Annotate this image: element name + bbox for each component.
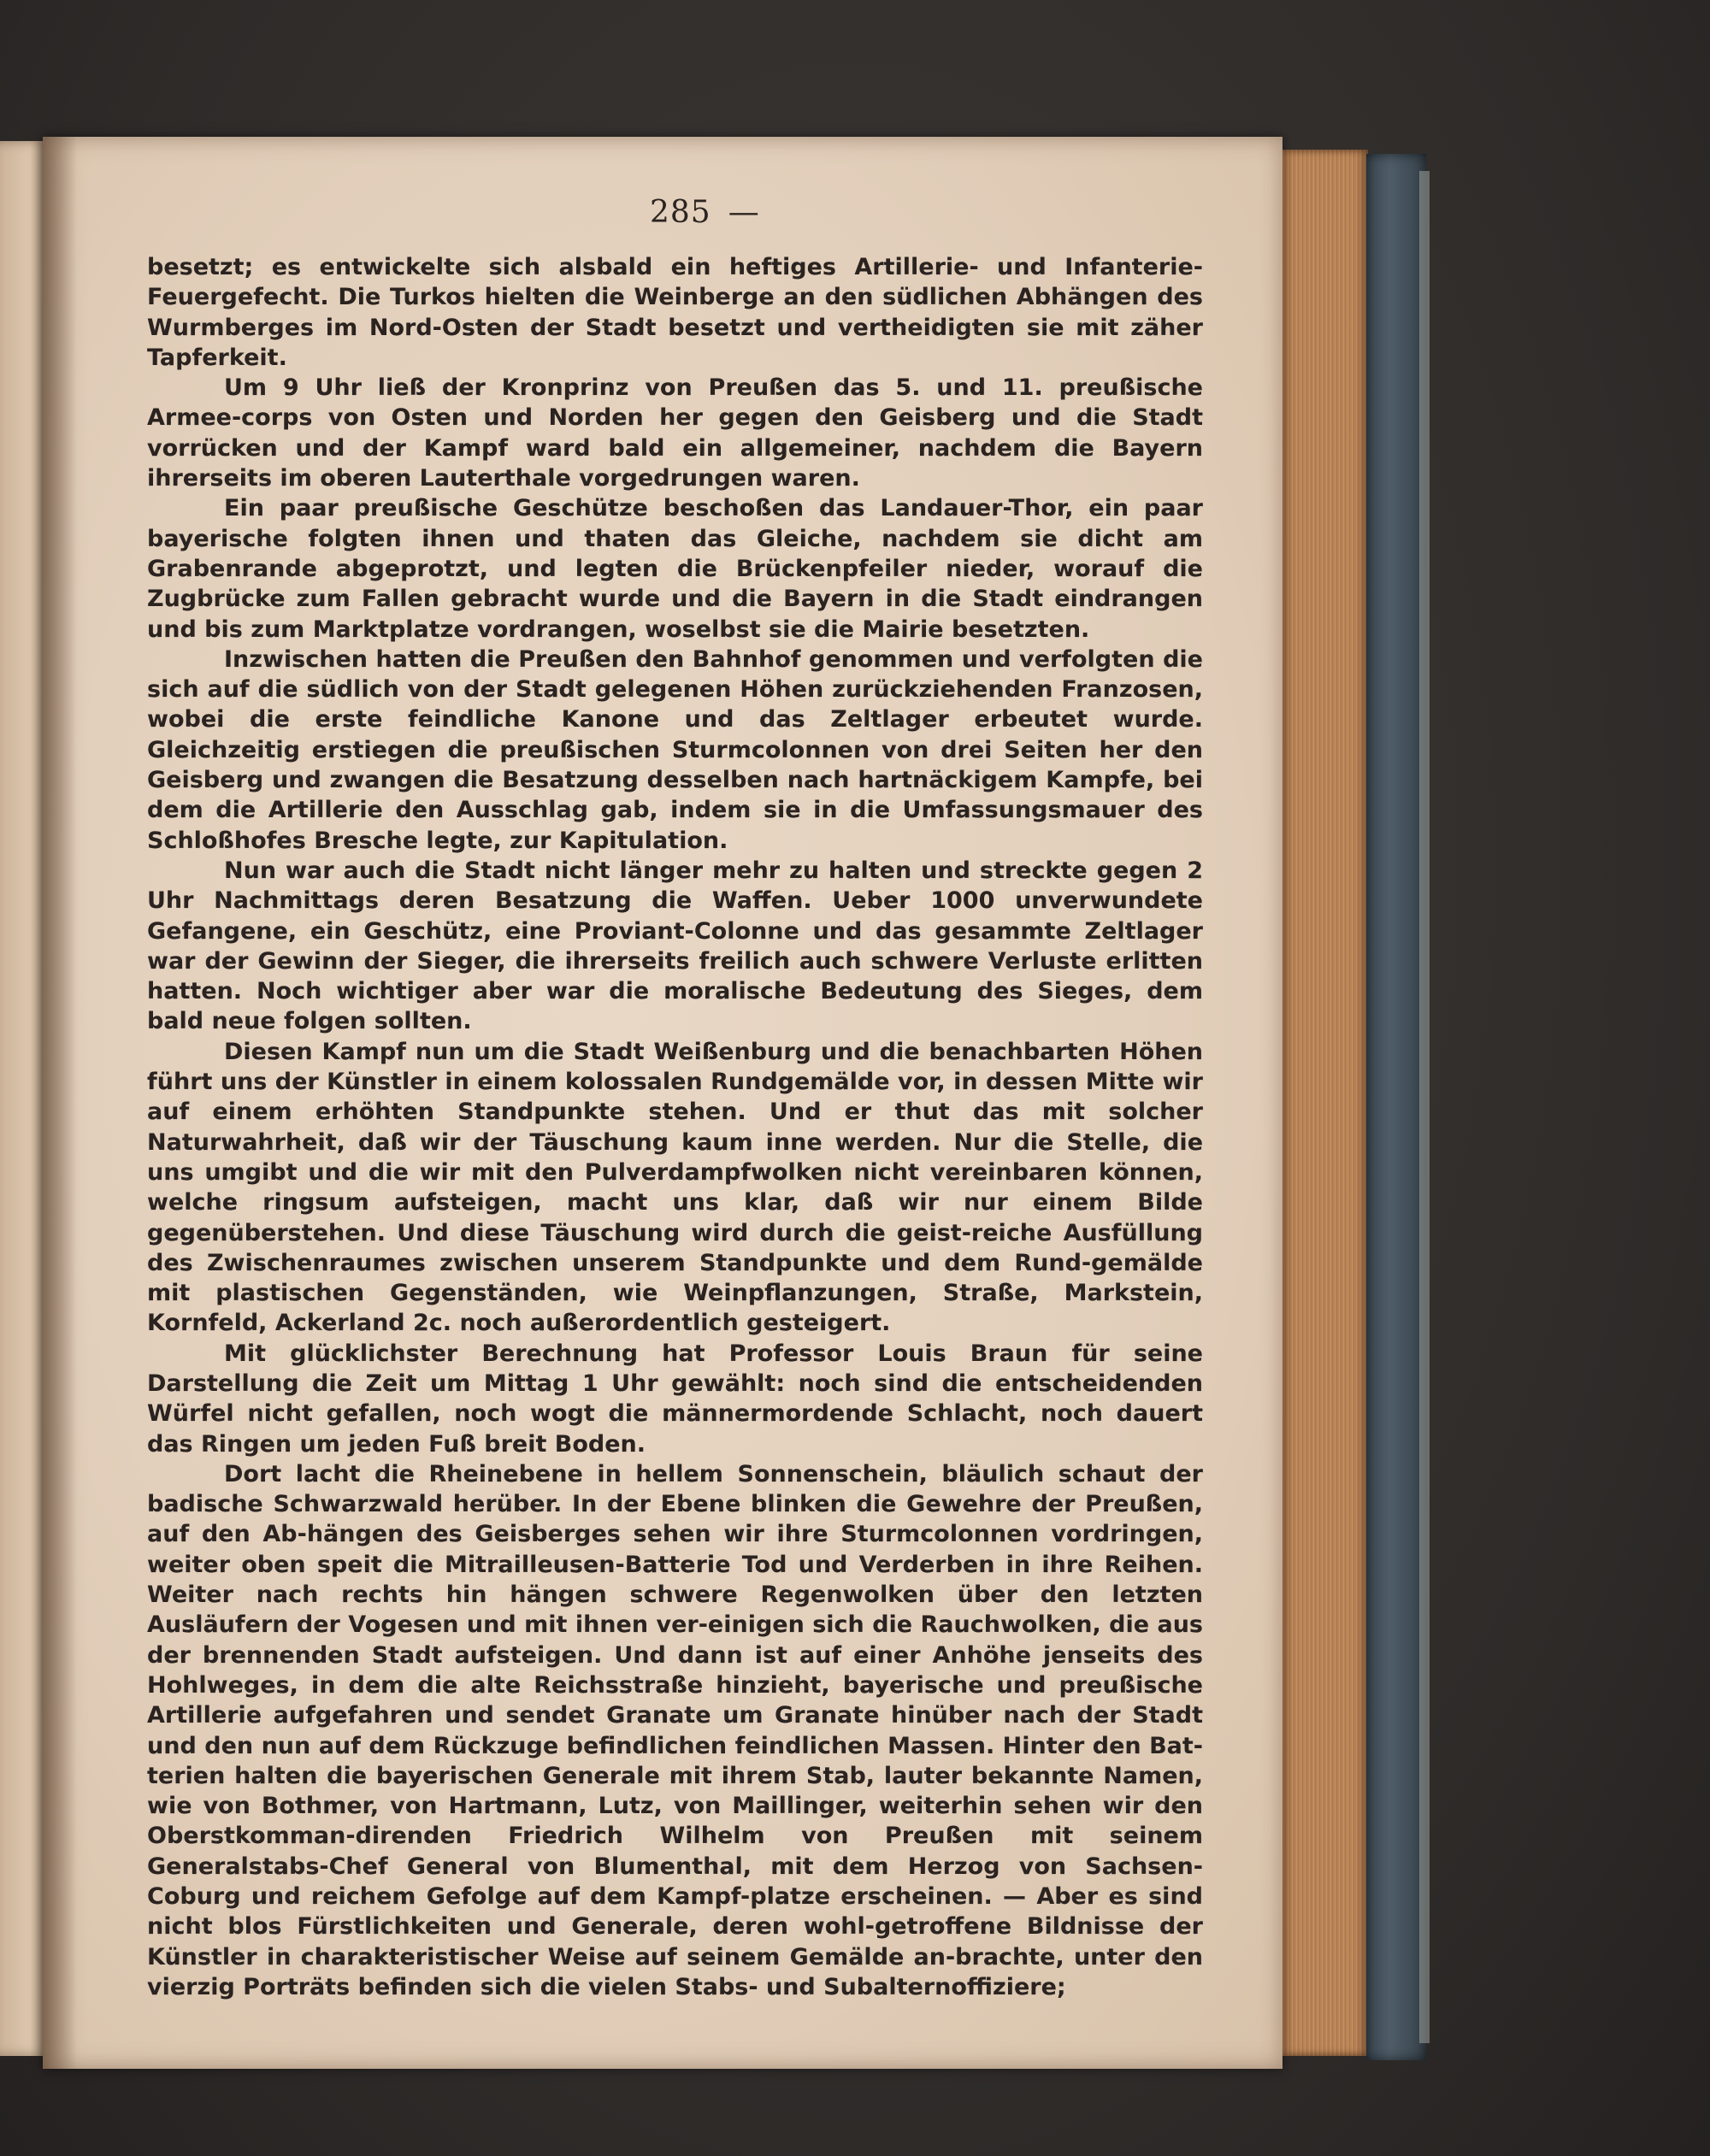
paragraph: Dort lacht die Rheinebene in hellem Sonnenschein, bläulich schaut der badische Schwarzwald herüber. In der Ebene blinken die Gewehre der Preußen, auf den Ab-hängen des Geisberges sehen wir ihre Sturmcolonnen vordringen, weiter oben speit die Mitrailleusen-Batterie Tod und Verderben in ihre Reihen. Weiter nach rechts hin hängen schwere Regenwolken über den letzten Ausläufern der Vogesen und mit ihnen ver-einigen sich die Rauchwolken, die aus der brennenden Stadt aufsteigen. Und dann ist auf einer Anhöhe jenseits des Hohlweges, in dem die alte Reichsstraße hinzieht, bayerische und preußische Artillerie aufgefahren und sendet Granate um Granate hinüber nach der Stadt und den nun auf dem Rückzuge befindlichen feindlichen Massen. Hinter den Bat-terien halten die bayerischen Generale mit ihrem Stab, lauter bekannte Namen, wie von Bothmer, von Hartmann, Lutz, von Maillinger, weiterhin sehen wir den Oberstkomman-direnden Friedrich Wilhelm von Preußen mit seinem Generalstabs-Chef General von Blumenthal, mit dem Herzog von Sachsen-Coburg und reichem Gefolge auf dem Kampf-platze erscheinen. — Aber es sind nicht blos Fürstlichkeiten und Generale, deren wohl-getroffene Bildnisse der Künstler in charakteristischer Weise auf seinem Gemälde an-brachte, unter den vierzig Porträts befinden sich die vielen Stabs- und Subalternoffiziere;	[147, 1460, 1203, 2000]
page-number-value: 285	[650, 195, 711, 230]
paragraph: Ein paar preußische Geschütze beschoßen das Landauer-Thor, ein paar bayerische folgten ihnen und thaten das Gleiche, nachdem sie dicht am Grabenrande abgeprotzt, und legten die Brückenpfeiler nieder, worauf die Zugbrücke zum Fallen gebracht wurde und die Bayern in die Stadt eindrangen und bis zum Marktplatze vordrangen, woselbst sie die Mairie besetzten.	[147, 495, 1203, 643]
paragraph: Diesen Kampf nun um die Stadt Weißenburg und die benachbarten Höhen führt uns der Künstler in einem kolossalen Rundgemälde vor, in dessen Mitte wir auf einem erhöhten Standpunkte stehen. Und er thut das mit solcher Naturwahrheit, daß wir der Täuschung kaum inne werden. Nur die Stelle, die uns umgibt und die wir mit den Pulverdampfwolken nicht vereinbaren können, welche ringsum aufsteigen, macht uns klar, daß wir nur einem Bilde gegenüberstehen. Und diese Täuschung wird durch die geist-reiche Ausfüllung des Zwischenraumes zwischen unserem Standpunkte und dem Rund-gemälde mit plastischen Gegenständen, wie Weinpflanzungen, Straße, Markstein, Kornfeld, Ackerland 2c. noch außerordentlich gesteigert.	[147, 1038, 1203, 1337]
paragraph: besetzt; es entwickelte sich alsbald ein heftiges Artillerie- und Infanterie-Feuergefecht. Die Turkos hielten die Weinberge an den südlichen Abhängen des Wurmberges im Nord-Osten der Stadt besetzt und vertheidigten sie mit zäher Tapferkeit.	[147, 254, 1203, 371]
body-text	[147, 252, 1203, 2002]
page-gutter-shadow	[43, 137, 77, 2069]
page-edges-block	[1282, 150, 1368, 2056]
paragraph: Um 9 Uhr ließ der Kronprinz von Preußen das 5. und 11. preußische Armee-corps von Osten und Norden her gegen den Geisberg und die Stadt vorrücken und der Kampf ward bald ein allgemeiner, nachdem die Bayern ihrerseits im oberen Lauterthale vorgedrungen waren.	[147, 374, 1203, 492]
paragraph: Inzwischen hatten die Preußen den Bahnhof genommen und verfolgten die sich auf die südlich von der Stadt gelegenen Höhen zurückziehenden Franzosen, wobei die erste feindliche Kanone und das Zeltlager erbeutet wurde. Gleichzeitig erstiegen die preußischen Sturmcolonnen von drei Seiten her den Geisberg und zwangen die Besatzung desselben nach hartnäckigem Kampfe, bei dem die Artillerie den Ausschlag gab, indem sie in die Umfassungsmauer des Schloßhofes Bresche legte, zur Kapitulation.	[147, 645, 1203, 854]
page-number	[650, 195, 760, 230]
page-number-dash: —	[728, 195, 760, 230]
paragraph: Mit glücklichster Berechnung hat Professor Louis Braun für seine Darstellung die Zeit um Mittag 1 Uhr gewählt: noch sind die entscheidenden Würfel nicht gefallen, noch wogt die männermordende Schlacht, noch dauert das Ringen um jeden Fuß breit Boden.	[147, 1340, 1203, 1458]
book-cover	[1366, 154, 1426, 2060]
book-cover-edge	[1419, 171, 1430, 2043]
paragraph: Nun war auch die Stadt nicht länger mehr zu halten und streckte gegen 2 Uhr Nachmittags deren Besatzung die Waffen. Ueber 1000 unverwundete Gefangene, ein Geschütz, eine Proviant-Colonne und das gesammte Zeltlager war der Gewinn der Sieger, die ihrerseits freilich auch schwere Verluste erlitten hatten. Noch wichtiger aber war die moralische Bedeutung des Sieges, dem bald neue folgen sollten.	[147, 857, 1203, 1035]
